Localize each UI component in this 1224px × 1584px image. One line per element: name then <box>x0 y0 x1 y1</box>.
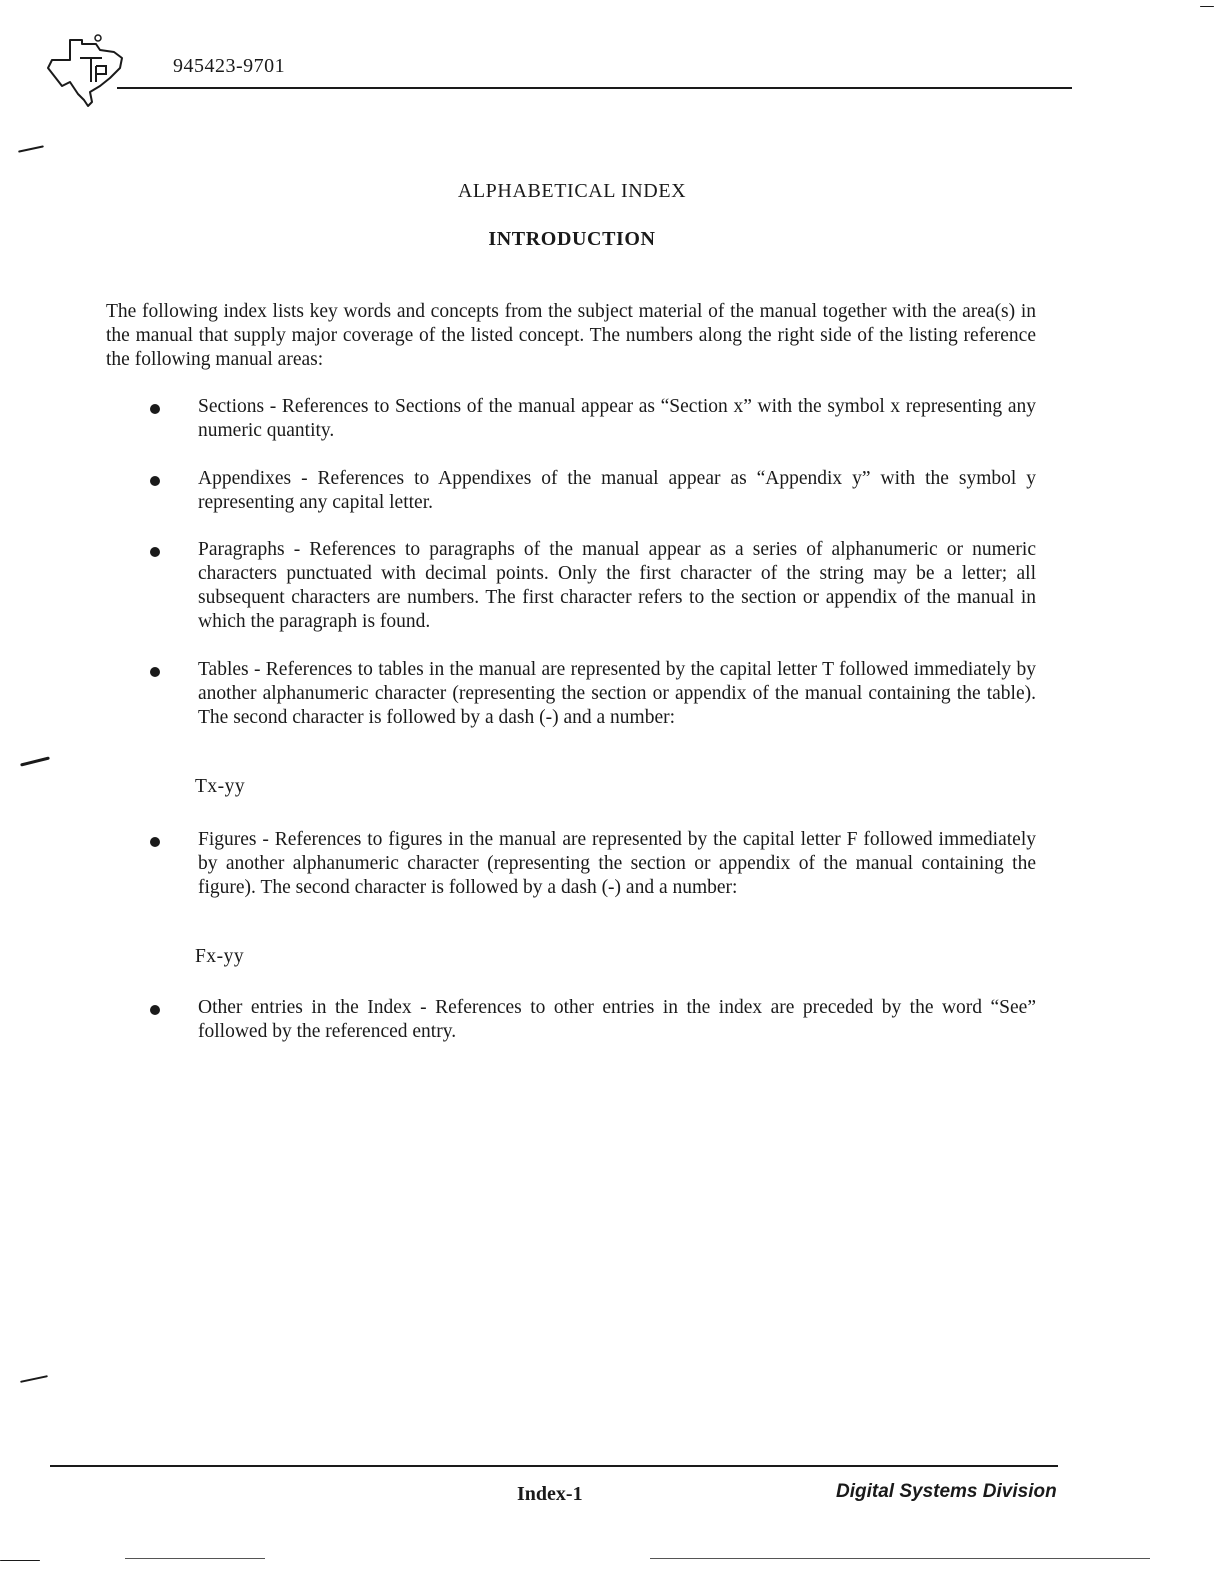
division-name: Digital Systems Division <box>836 1481 1057 1502</box>
bottom-rule <box>125 1558 265 1559</box>
footer-rule <box>50 1465 1058 1467</box>
section-heading: INTRODUCTION <box>488 228 656 250</box>
margin-mark <box>0 1560 40 1561</box>
document-number: 945423-9701 <box>173 55 286 77</box>
page-title: ALPHABETICAL INDEX <box>457 180 687 202</box>
header-rule <box>117 87 1072 89</box>
bullet-icon <box>150 1005 160 1015</box>
bullet-icon <box>150 667 160 677</box>
texas-instruments-logo-icon <box>40 30 132 110</box>
page-number: Index-1 <box>517 1483 583 1505</box>
list-item-text: Figures - References to figures in the manual are represented by the capital letter F followed immediately by another alphanumeric character (representing the section or appendix of the manual containing the figure). The second character is followed by a dash (-) and a number: <box>198 829 1036 898</box>
figure-reference-format: Fx-yy <box>195 946 245 967</box>
bullet-icon <box>150 404 160 414</box>
list-item-text: Other entries in the Index - References to other entries in the index are preceded by the word “See” followed by the referenced entry. <box>198 997 1036 1042</box>
bottom-rule <box>650 1558 1150 1559</box>
intro-paragraph: The following index lists key words and concepts from the subject material of the manual together with the area(s) in the manual that supply major coverage of the listed concept. The numbers along the right side of the listing reference the following manual areas: <box>106 301 1036 370</box>
list-item-text: Appendixes - References to Appendixes of the manual appear as “Appendix y” with the symbol y representing any capital letter. <box>198 468 1036 513</box>
bullet-icon <box>150 476 160 486</box>
margin-mark <box>20 756 50 766</box>
margin-mark <box>20 1375 48 1383</box>
list-item-text: Paragraphs - References to paragraphs of the manual appear as a series of alphanumeric or numeric characters punctuated with decimal points. Only the first character of the string may be a letter; all subsequent characters are numbers. The first character refers to the section or appendix of the manual in which the paragraph is found. <box>198 539 1036 632</box>
table-reference-format: Tx-yy <box>195 776 246 797</box>
bullet-icon <box>150 547 160 557</box>
list-item-text: Tables - References to tables in the manual are represented by the capital letter T followed immediately by another alphanumeric character (representing the section or appendix of the manual containing the table). The second character is followed by a dash (-) and a number: <box>198 659 1036 728</box>
margin-mark <box>1200 6 1214 7</box>
list-item-text: Sections - References to Sections of the manual appear as “Section x” with the symbol x representing any numeric quantity. <box>198 396 1036 441</box>
margin-mark <box>18 145 44 152</box>
bullet-icon <box>150 837 160 847</box>
